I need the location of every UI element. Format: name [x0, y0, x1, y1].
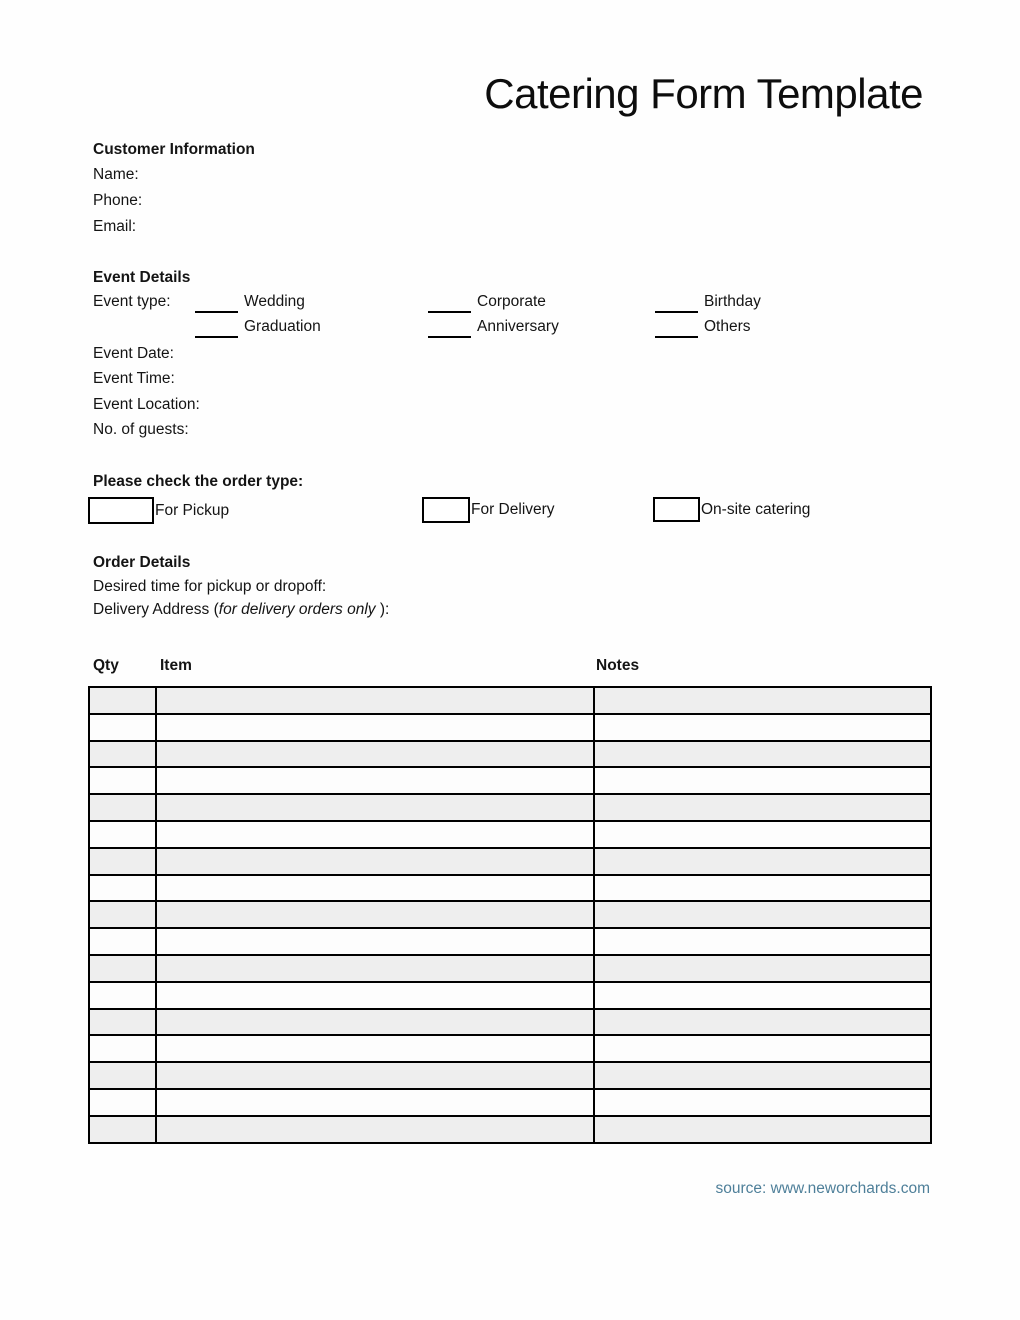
- table-row: [89, 1062, 931, 1089]
- delivery-address-italic-note: for delivery orders only: [218, 601, 376, 618]
- option-label: Wedding: [244, 293, 305, 310]
- fill-in-blank[interactable]: [655, 318, 698, 338]
- qty-cell[interactable]: [89, 928, 156, 955]
- fill-in-blank[interactable]: [428, 318, 471, 338]
- item-cell[interactable]: [156, 982, 594, 1009]
- delivery-address-suffix: ):: [375, 601, 390, 618]
- item-cell[interactable]: [156, 1062, 594, 1089]
- notes-cell[interactable]: [594, 875, 931, 902]
- phone-field-label: Phone:: [93, 192, 143, 209]
- email-field-label: Email:: [93, 218, 137, 235]
- event-type-option-anniversary: [428, 317, 559, 338]
- delivery-address-prefix: Delivery Address (: [93, 601, 219, 618]
- qty-cell[interactable]: [89, 1062, 156, 1089]
- notes-cell[interactable]: [594, 982, 931, 1009]
- option-label: Corporate: [477, 293, 546, 310]
- delivery-address-label: [93, 600, 389, 619]
- option-label: Others: [704, 318, 751, 335]
- qty-cell[interactable]: [89, 982, 156, 1009]
- notes-cell[interactable]: [594, 901, 931, 928]
- guest-count-label: No. of guests:: [93, 421, 189, 438]
- event-type-option-graduation: [195, 317, 321, 338]
- page-title: Catering Form Template: [484, 70, 923, 117]
- table-row: [89, 1116, 931, 1143]
- item-cell[interactable]: [156, 1009, 594, 1036]
- item-cell[interactable]: [156, 848, 594, 875]
- notes-cell[interactable]: [594, 794, 931, 821]
- option-label: Birthday: [704, 293, 761, 310]
- item-cell[interactable]: [156, 741, 594, 768]
- order-details-heading: Order Details: [93, 554, 191, 571]
- qty-cell[interactable]: [89, 767, 156, 794]
- notes-cell[interactable]: [594, 741, 931, 768]
- notes-cell[interactable]: [594, 848, 931, 875]
- fill-in-blank[interactable]: [195, 318, 238, 338]
- table-row: [89, 821, 931, 848]
- qty-cell[interactable]: [89, 714, 156, 741]
- item-cell[interactable]: [156, 714, 594, 741]
- table-row: [89, 848, 931, 875]
- item-cell[interactable]: [156, 928, 594, 955]
- table-row: [89, 741, 931, 768]
- qty-cell[interactable]: [89, 901, 156, 928]
- table-row: [89, 982, 931, 1009]
- event-type-option-corporate: [428, 292, 546, 313]
- event-type-option-wedding: [195, 292, 305, 313]
- event-location-label: Event Location:: [93, 396, 200, 413]
- qty-cell[interactable]: [89, 1116, 156, 1143]
- item-cell[interactable]: [156, 821, 594, 848]
- name-field-label: Name:: [93, 166, 139, 183]
- order-type-heading: Please check the order type:: [93, 473, 304, 490]
- onsite-option: [653, 497, 810, 522]
- event-type-option-birthday: [655, 292, 761, 313]
- notes-cell[interactable]: [594, 1009, 931, 1036]
- pickup-checkbox[interactable]: [88, 497, 154, 524]
- option-label: Graduation: [244, 318, 321, 335]
- delivery-option: [422, 497, 555, 523]
- notes-column-header: Notes: [596, 657, 640, 674]
- source-credit: source: www.neworchards.com: [715, 1180, 930, 1197]
- qty-cell[interactable]: [89, 741, 156, 768]
- fill-in-blank[interactable]: [428, 293, 471, 313]
- notes-cell[interactable]: [594, 1116, 931, 1143]
- event-date-label: Event Date:: [93, 345, 174, 362]
- pickup-label: For Pickup: [155, 501, 230, 519]
- table-row: [89, 767, 931, 794]
- event-details-heading: Event Details: [93, 269, 191, 286]
- qty-cell[interactable]: [89, 875, 156, 902]
- qty-cell[interactable]: [89, 821, 156, 848]
- onsite-label: On-site catering: [701, 500, 811, 518]
- notes-cell[interactable]: [594, 687, 931, 714]
- qty-cell[interactable]: [89, 848, 156, 875]
- table-row: [89, 928, 931, 955]
- item-cell[interactable]: [156, 1116, 594, 1143]
- table-row: [89, 1009, 931, 1036]
- notes-cell[interactable]: [594, 1035, 931, 1062]
- qty-cell[interactable]: [89, 1009, 156, 1036]
- notes-cell[interactable]: [594, 928, 931, 955]
- notes-cell[interactable]: [594, 1089, 931, 1116]
- notes-cell[interactable]: [594, 767, 931, 794]
- qty-cell[interactable]: [89, 794, 156, 821]
- item-cell[interactable]: [156, 687, 594, 714]
- items-table: [88, 686, 932, 1144]
- fill-in-blank[interactable]: [655, 293, 698, 313]
- delivery-label: For Delivery: [471, 501, 555, 518]
- onsite-checkbox[interactable]: [653, 497, 700, 522]
- item-column-header: Item: [160, 657, 192, 674]
- notes-cell[interactable]: [594, 1062, 931, 1089]
- table-row: [89, 794, 931, 821]
- qty-cell[interactable]: [89, 687, 156, 714]
- table-row: [89, 955, 931, 982]
- option-label: Anniversary: [477, 318, 559, 335]
- qty-column-header: Qty: [93, 657, 119, 674]
- qty-cell[interactable]: [89, 1089, 156, 1116]
- customer-info-heading: Customer Information: [93, 141, 255, 158]
- event-time-label: Event Time:: [93, 370, 175, 387]
- item-cell[interactable]: [156, 1035, 594, 1062]
- table-row: [89, 901, 931, 928]
- item-cell[interactable]: [156, 1089, 594, 1116]
- table-row: [89, 875, 931, 902]
- item-cell[interactable]: [156, 901, 594, 928]
- notes-cell[interactable]: [594, 955, 931, 982]
- table-row: [89, 1089, 931, 1116]
- pickup-time-label: Desired time for pickup or dropoff:: [93, 578, 327, 595]
- table-row: [89, 687, 931, 714]
- table-row: [89, 1035, 931, 1062]
- notes-cell[interactable]: [594, 714, 931, 741]
- item-cell[interactable]: [156, 794, 594, 821]
- fill-in-blank[interactable]: [195, 293, 238, 313]
- notes-cell[interactable]: [594, 821, 931, 848]
- event-type-option-others: [655, 317, 751, 338]
- item-cell[interactable]: [156, 955, 594, 982]
- table-row: [89, 714, 931, 741]
- item-cell[interactable]: [156, 875, 594, 902]
- event-type-label: Event type:: [93, 293, 171, 310]
- items-table-body: [89, 687, 931, 1143]
- item-cell[interactable]: [156, 767, 594, 794]
- qty-cell[interactable]: [89, 955, 156, 982]
- pickup-option: [88, 497, 229, 524]
- delivery-checkbox[interactable]: [422, 497, 470, 523]
- qty-cell[interactable]: [89, 1035, 156, 1062]
